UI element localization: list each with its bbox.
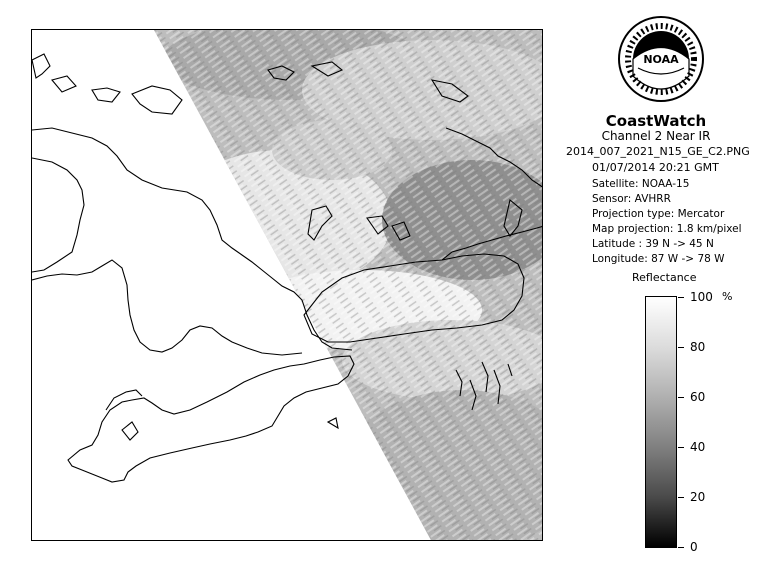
satellite-map	[31, 29, 543, 541]
colorbar-title: Reflectance	[632, 271, 697, 284]
imagery-swath	[32, 30, 543, 541]
noaa-logo	[618, 16, 704, 102]
colorbar-tick-label: 0	[690, 540, 698, 554]
colorbar-tick	[678, 547, 684, 548]
colorbar-tick	[678, 447, 684, 448]
sensor-label: Sensor: AVHRR	[592, 193, 671, 205]
map-projection-label: Map projection: 1.8 km/pixel	[592, 223, 742, 235]
colorbar-tick-label: 60	[690, 390, 706, 404]
colorbar-tick-label: 80	[690, 340, 706, 354]
colorbar-tick-label: 20	[690, 490, 706, 504]
channel-subtitle: Channel 2 Near IR	[601, 129, 711, 143]
map-canvas	[32, 30, 543, 541]
colorbar-tick	[678, 347, 684, 348]
acquisition-datetime: 01/07/2014 20:21 GMT	[592, 161, 719, 174]
colorbar-tick	[678, 497, 684, 498]
projection-type-label: Projection type: Mercator	[592, 208, 725, 220]
colorbar-tick	[678, 297, 684, 298]
image-filename: 2014_007_2021_N15_GE_C2.PNG	[566, 145, 750, 158]
logo-text: NOAA	[643, 53, 679, 66]
longitude-label: Longitude: 87 W -> 78 W	[592, 253, 725, 265]
latitude-label: Latitude : 39 N -> 45 N	[592, 238, 714, 250]
satellite-label: Satellite: NOAA-15	[592, 178, 690, 190]
colorbar-tick-label: 40	[690, 440, 706, 454]
colorbar-unit: %	[722, 290, 733, 303]
product-title: CoastWatch	[605, 112, 707, 130]
colorbar-tick	[678, 397, 684, 398]
colorbar-tick-label: 100	[690, 290, 713, 304]
reflectance-colorbar	[645, 296, 677, 548]
